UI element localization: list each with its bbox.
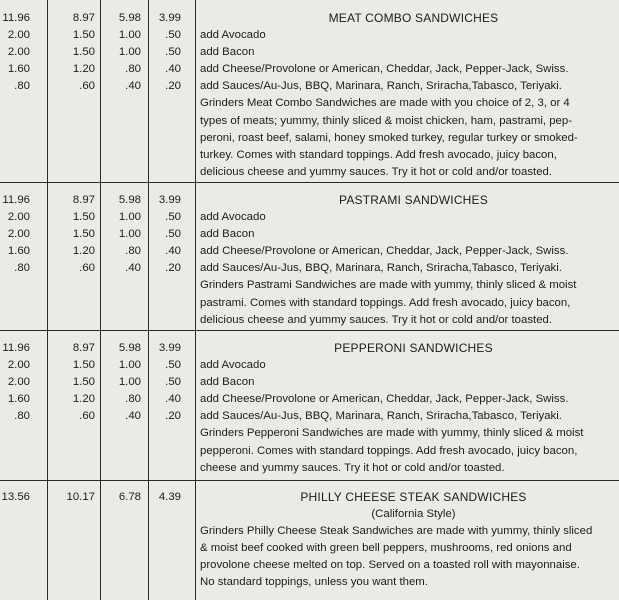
price-cell: 8.97	[72, 12, 95, 24]
price-row	[0, 209, 196, 226]
price-row	[0, 192, 196, 209]
section-title: MEAT COMBO SANDWICHES	[328, 11, 499, 25]
description-line: Grinders Philly Cheese Steak Sandwiches are made with yummy, thinly sliced	[200, 525, 593, 538]
section-title: PHILLY CHEESE STEAK SANDWICHES	[300, 490, 527, 504]
price-row	[0, 260, 196, 277]
price-cell: 1.50	[72, 29, 95, 42]
price-cell: .60	[79, 80, 95, 93]
price-cell: 5.98	[118, 342, 141, 354]
addon-line: add Bacon	[200, 46, 255, 59]
price-cell: 10.17	[66, 491, 95, 503]
section-divider	[0, 480, 619, 481]
price-cell: .40	[125, 80, 141, 93]
description-line: delicious cheese and yummy sauces. Try it hot or cold and/or toasted.	[200, 313, 553, 326]
price-row	[0, 489, 196, 506]
price-cell: .40	[125, 410, 141, 423]
addon-line: add Bacon	[200, 228, 255, 241]
price-cell: .50	[165, 376, 181, 389]
price-cell: .50	[165, 29, 181, 42]
price-cell: .50	[165, 228, 181, 241]
price-cell: 1.50	[72, 46, 95, 59]
addon-line: add Cheese/Provolone or American, Cheddar, Jack, Pepper-Jack, Swiss.	[200, 245, 569, 258]
description-line: Grinders Pastrami Sandwiches are made with yummy, thinly sliced & moist	[200, 279, 577, 292]
price-cell: 1.50	[72, 359, 95, 372]
addon-line: add Cheese/Provolone or American, Cheddar, Jack, Pepper-Jack, Swiss.	[200, 393, 569, 406]
description-line: peroni, roast beef, salami, honey smoked turkey, regular turkey or smoked-	[200, 131, 578, 144]
price-row	[0, 61, 196, 78]
description-line: provolone cheese melted on top. Served on a toasted roll with mayonnaise.	[200, 559, 580, 572]
price-row	[0, 357, 196, 374]
price-cell: .20	[165, 80, 181, 93]
price-cell: 5.98	[118, 194, 141, 206]
price-cell: 1.20	[72, 63, 95, 76]
description-line: turkey. Comes with standard toppings. Add fresh avocado, juicy bacon,	[200, 148, 557, 161]
price-cell: .60	[79, 410, 95, 423]
section-title: PEPPERONI SANDWICHES	[334, 341, 493, 355]
section-subtitle: (California Style)	[371, 508, 456, 521]
price-cell: 1.50	[72, 228, 95, 241]
price-column-group	[0, 340, 196, 425]
price-cell: 1.20	[72, 245, 95, 258]
price-column-group	[0, 10, 196, 95]
price-cell: .40	[165, 63, 181, 76]
description-line: types of meats; yummy, thinly sliced & moist chicken, ham, pastrami, pep-	[200, 114, 573, 127]
price-row	[0, 408, 196, 425]
section-body	[200, 340, 607, 477]
price-cell: .80	[125, 63, 141, 76]
price-cell: .80	[125, 245, 141, 258]
price-cell: 13.56	[1, 491, 30, 503]
price-cell: 1.60	[7, 245, 30, 258]
price-row	[0, 243, 196, 260]
addon-line: add Avocado	[200, 211, 266, 224]
description-line: & moist beef cooked with green bell peppers, mushrooms, red onions and	[200, 542, 572, 555]
price-cell: 5.98	[118, 12, 141, 24]
price-cell: 1.00	[118, 228, 141, 241]
price-cell: .20	[165, 410, 181, 423]
price-cell: 2.00	[7, 228, 30, 241]
price-cell: .60	[79, 262, 95, 275]
price-row	[0, 44, 196, 61]
price-cell: 1.20	[72, 393, 95, 406]
price-cell: .80	[14, 410, 30, 423]
description-line: No standard toppings, unless you want them.	[200, 576, 428, 589]
price-cell: 2.00	[7, 211, 30, 224]
price-row	[0, 10, 196, 27]
price-column-group	[0, 192, 196, 277]
price-cell: 2.00	[7, 29, 30, 42]
addon-line: add Cheese/Provolone or American, Cheddar, Jack, Pepper-Jack, Swiss.	[200, 63, 569, 76]
price-cell: 11.96	[2, 342, 30, 354]
price-cell: 1.00	[118, 46, 141, 59]
price-cell: 1.60	[7, 63, 30, 76]
addon-line: add Sauces/Au-Jus, BBQ, Marinara, Ranch, Sriracha,Tabasco, Teriyaki.	[200, 410, 562, 423]
price-cell: .40	[165, 245, 181, 258]
price-row	[0, 391, 196, 408]
section-body	[200, 192, 607, 329]
price-cell: 11.96	[2, 12, 30, 24]
addon-line: add Sauces/Au-Jus, BBQ, Marinara, Ranch, Sriracha,Tabasco, Teriyaki.	[200, 262, 562, 275]
price-column-group	[0, 489, 196, 506]
section-title: PASTRAMI SANDWICHES	[339, 193, 488, 207]
price-cell: .50	[165, 46, 181, 59]
price-cell: .20	[165, 262, 181, 275]
price-cell: 1.50	[72, 376, 95, 389]
section-body	[200, 10, 607, 181]
price-cell: 1.60	[7, 393, 30, 406]
addon-line: add Avocado	[200, 359, 266, 372]
price-row	[0, 226, 196, 243]
addon-line: add Bacon	[200, 376, 255, 389]
section-body	[200, 489, 607, 592]
price-cell: 6.78	[118, 491, 141, 503]
price-cell: .50	[165, 211, 181, 224]
price-cell: .80	[14, 262, 30, 275]
price-cell: 1.00	[118, 359, 141, 372]
price-cell: .40	[125, 262, 141, 275]
price-cell: 8.97	[72, 194, 95, 206]
price-cell: .80	[14, 80, 30, 93]
addon-line: add Avocado	[200, 29, 266, 42]
price-cell: 1.00	[118, 29, 141, 42]
description-line: pastrami. Comes with standard toppings. Add fresh avocado, juicy bacon,	[200, 296, 571, 309]
price-cell: 2.00	[7, 376, 30, 389]
price-cell: 4.39	[158, 491, 181, 503]
price-cell: 8.97	[72, 342, 95, 354]
price-cell: .50	[165, 359, 181, 372]
price-cell: 1.00	[118, 376, 141, 389]
price-cell: 2.00	[7, 46, 30, 59]
description-line: pepperoni. Comes with standard toppings. Add fresh avocado, juicy bacon,	[200, 444, 578, 457]
price-cell: .40	[165, 393, 181, 406]
price-row	[0, 340, 196, 357]
description-line: Grinders Meat Combo Sandwiches are made with you choice of 2, 3, or 4	[200, 97, 570, 110]
price-cell: 3.99	[158, 12, 181, 24]
price-cell: 1.50	[72, 211, 95, 224]
price-cell: 3.99	[158, 342, 181, 354]
description-line: Grinders Pepperoni Sandwiches are made with yummy, thinly sliced & moist	[200, 427, 584, 440]
price-row	[0, 78, 196, 95]
price-row	[0, 374, 196, 391]
description-line: cheese and yummy sauces. Try it hot or cold and/or toasted.	[200, 461, 505, 474]
price-cell: 2.00	[7, 359, 30, 372]
price-cell: .80	[125, 393, 141, 406]
price-cell: 11.96	[2, 194, 30, 206]
price-cell: 1.00	[118, 211, 141, 224]
price-cell: 3.99	[158, 194, 181, 206]
section-divider	[0, 182, 619, 183]
description-line: delicious cheese and yummy sauces. Try it hot or cold and/or toasted.	[200, 165, 553, 178]
section-divider	[0, 330, 619, 331]
price-row	[0, 27, 196, 44]
addon-line: add Sauces/Au-Jus, BBQ, Marinara, Ranch, Sriracha,Tabasco, Teriyaki.	[200, 80, 562, 93]
